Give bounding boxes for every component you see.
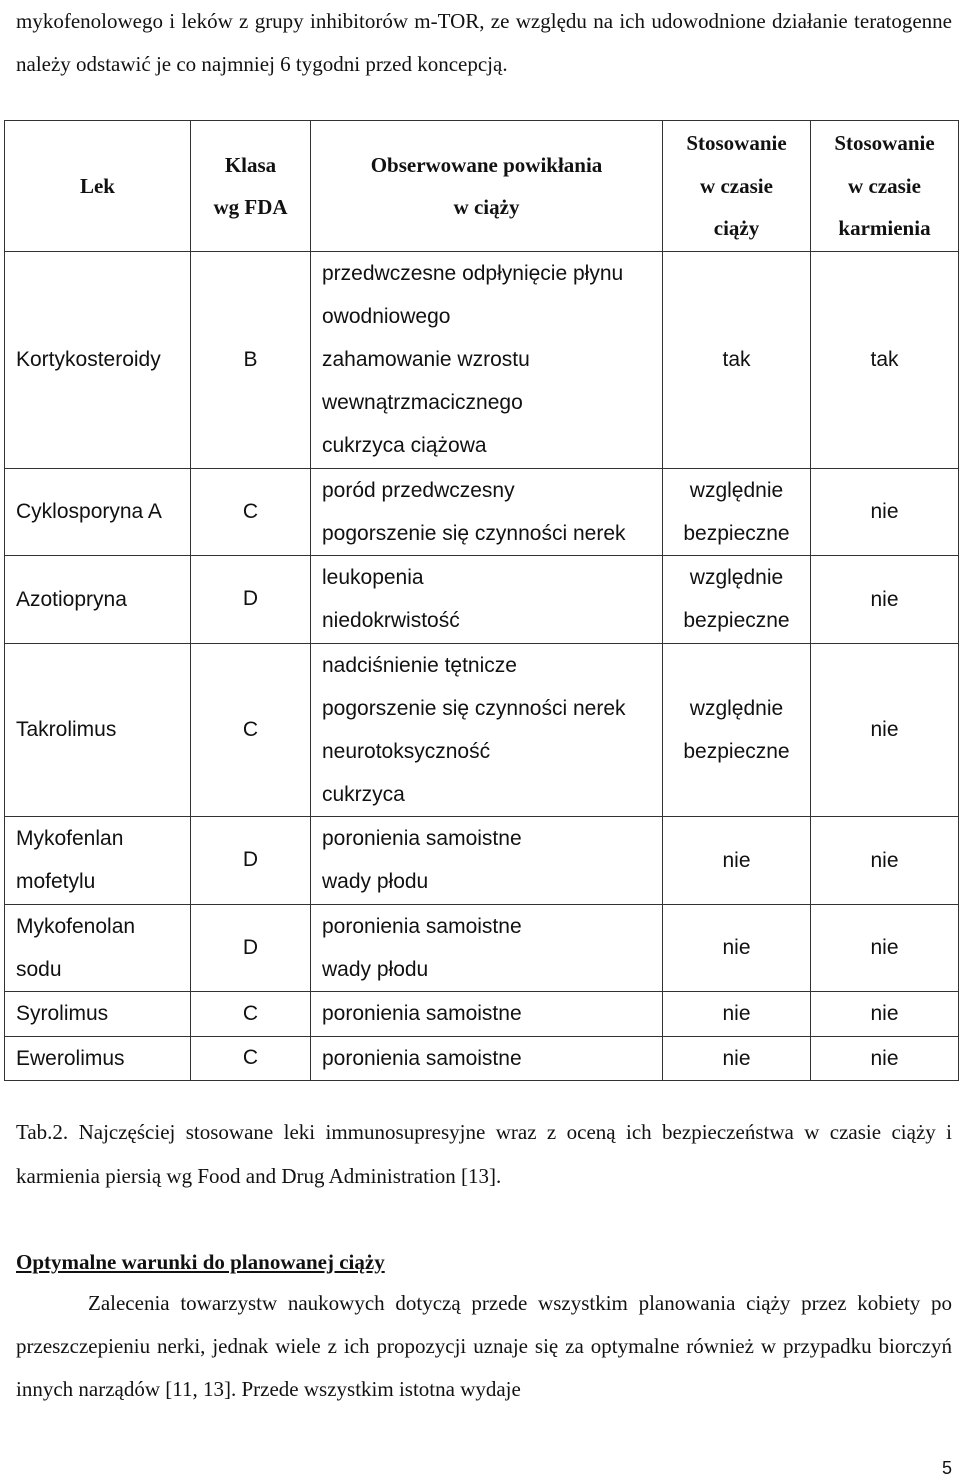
lactation-use-cell xyxy=(811,643,959,817)
class-cell-line: C xyxy=(242,1046,259,1070)
complications-cell xyxy=(311,817,663,905)
drug-cell-line: Ewerolimus xyxy=(16,1046,125,1070)
pregnancy-use-cell xyxy=(663,468,811,556)
complications-cell-line: przedwczesne odpłynięcie płynu xyxy=(322,262,624,286)
header-complications-line: w ciąży xyxy=(453,195,520,219)
intro-text: mykofenolowego i leków z grupy inhibitorów m-TOR, ze względu na ich udowodnione działanie teratogenne należy odstawić je co najmniej 6 tygodni przed koncepcją. xyxy=(16,9,952,76)
drug-cell-line: Cyklosporyna A xyxy=(16,500,162,524)
drug-cell-line: Takrolimus xyxy=(16,718,117,742)
header-pregnancy-line: w czasie xyxy=(700,173,773,198)
drug-cell-line: sodu xyxy=(16,957,62,981)
lactation-use-cell-line: nie xyxy=(870,1002,899,1026)
table-header-row xyxy=(5,121,959,252)
complications-cell-line: poród przedwczesny xyxy=(322,478,515,502)
complications-cell-line: leukopenia xyxy=(322,566,424,590)
drug-cell-line: Mykofenlan xyxy=(16,827,124,851)
lactation-use-cell-line: nie xyxy=(870,1046,899,1070)
header-lactation xyxy=(811,121,959,252)
lactation-use-cell-line: nie xyxy=(870,848,899,872)
header-class-line: wg FDA xyxy=(213,195,288,219)
header-lactation-line: karmienia xyxy=(838,216,931,241)
header-class xyxy=(191,121,311,252)
complications-cell xyxy=(311,468,663,556)
class-cell-line: B xyxy=(243,347,258,371)
header-complications-line: Obserwowane powikłania xyxy=(370,152,603,177)
pregnancy-use-cell-line: względnie xyxy=(689,696,784,720)
pregnancy-use-cell-line: względnie xyxy=(689,566,784,590)
drug-cell-line: Syrolimus xyxy=(16,1002,109,1026)
class-cell xyxy=(191,904,311,992)
drug-cell-line: Kortykosteroidy xyxy=(16,348,161,372)
drug-cell xyxy=(5,252,191,469)
lactation-use-cell xyxy=(811,556,959,644)
lactation-use-cell-line: nie xyxy=(870,587,899,611)
header-pregnancy xyxy=(663,121,811,252)
complications-cell-line: poronienia samoistne xyxy=(322,914,522,938)
pregnancy-use-cell-line: nie xyxy=(722,1046,751,1070)
table-row xyxy=(5,904,959,992)
complications-cell-line: niedokrwistość xyxy=(322,609,460,633)
complications-cell-line: wady płodu xyxy=(322,957,429,981)
table-row xyxy=(5,556,959,644)
class-cell xyxy=(191,252,311,469)
header-lactation-line: w czasie xyxy=(848,173,921,198)
lactation-use-cell-line: nie xyxy=(870,936,899,960)
complications-cell-line: cukrzyca ciążowa xyxy=(322,434,487,458)
lactation-use-cell xyxy=(811,904,959,992)
table-caption: Tab.2. Najczęściej stosowane leki immunosupresyjne wraz z oceną ich bezpieczeństwa w czasie ciąży i karmienia piersią wg Food and Drug Administration [13]. xyxy=(16,1120,952,1188)
class-cell xyxy=(191,817,311,905)
drug-cell xyxy=(5,556,191,644)
pregnancy-use-cell xyxy=(663,252,811,469)
lactation-use-cell xyxy=(811,1036,959,1081)
lactation-use-cell xyxy=(811,252,959,469)
pregnancy-use-cell-line: bezpieczne xyxy=(683,521,790,545)
class-cell-line: D xyxy=(242,587,259,611)
section-title: Optymalne warunki do planowanej ciąży xyxy=(16,1250,385,1274)
table-row xyxy=(5,252,959,469)
pregnancy-use-cell-line: bezpieczne xyxy=(683,609,790,633)
complications-cell xyxy=(311,643,663,817)
complications-cell xyxy=(311,1036,663,1081)
drug-cell-line: mofetylu xyxy=(16,870,96,894)
drug-cell xyxy=(5,643,191,817)
complications-cell-line: pogorszenie się czynności nerek xyxy=(322,696,626,720)
complications-cell-line: cukrzyca xyxy=(322,782,405,806)
drug-cell xyxy=(5,817,191,905)
table-row xyxy=(5,643,959,817)
drug-cell-line: Azotiopryna xyxy=(16,587,127,611)
class-cell-line: C xyxy=(242,499,259,523)
lactation-use-cell xyxy=(811,992,959,1037)
class-cell xyxy=(191,468,311,556)
header-complications xyxy=(311,121,663,252)
complications-cell-line: poronienia samoistne xyxy=(322,1046,522,1070)
class-cell-line: C xyxy=(242,1001,259,1025)
complications-cell-line: pogorszenie się czynności nerek xyxy=(322,521,626,545)
complications-cell xyxy=(311,904,663,992)
pregnancy-use-cell-line: nie xyxy=(722,1002,751,1026)
page-number: 5 xyxy=(941,1458,952,1478)
complications-cell xyxy=(311,992,663,1037)
class-cell-line: D xyxy=(242,848,259,872)
complications-cell-line: owodniowego xyxy=(322,305,451,329)
lactation-use-cell-line: nie xyxy=(870,718,899,742)
header-pregnancy-line: ciąży xyxy=(713,216,760,241)
header-drug-line: Lek xyxy=(79,173,115,198)
table-row xyxy=(5,992,959,1037)
drug-cell xyxy=(5,1036,191,1081)
pregnancy-use-cell xyxy=(663,1036,811,1081)
immunosuppressant-table xyxy=(4,120,959,1081)
pregnancy-use-cell-line: bezpieczne xyxy=(683,739,790,763)
header-lactation-line: Stosowanie xyxy=(834,131,935,156)
complications-cell-line: zahamowanie wzrostu xyxy=(322,348,530,372)
class-cell xyxy=(191,1036,311,1081)
complications-cell-line: poronienia samoistne xyxy=(322,1002,522,1026)
pregnancy-use-cell-line: nie xyxy=(722,936,751,960)
complications-cell-line: neurotoksyczność xyxy=(322,739,491,763)
drug-cell xyxy=(5,468,191,556)
body-paragraph xyxy=(16,1282,952,1411)
table-row xyxy=(5,468,959,556)
table-row xyxy=(5,817,959,905)
lactation-use-cell-line: nie xyxy=(870,500,899,524)
lactation-use-cell xyxy=(811,468,959,556)
pregnancy-use-cell xyxy=(663,992,811,1037)
drug-cell-line: Mykofenolan xyxy=(16,914,136,938)
complications-cell-line: poronienia samoistne xyxy=(322,827,522,851)
header-class-line: Klasa xyxy=(224,152,277,177)
intro-paragraph xyxy=(16,0,952,86)
header-pregnancy-line: Stosowanie xyxy=(686,131,787,156)
complications-cell-line: nadciśnienie tętnicze xyxy=(322,653,517,677)
table-body xyxy=(5,252,959,1081)
body-text: Zalecenia towarzystw naukowych dotyczą przede wszystkim planowania ciąży przez kobiety po przeszczepieniu nerki, jednak wiele z ich propozycji uznaje się za optymalne również w przypadku biorczyń innych narządów [11, 13]. Przede wszystkim istotna wydaje xyxy=(16,1291,952,1401)
lactation-use-cell xyxy=(811,817,959,905)
pregnancy-use-cell xyxy=(663,643,811,817)
class-cell xyxy=(191,556,311,644)
pregnancy-use-cell xyxy=(663,556,811,644)
pregnancy-use-cell-line: tak xyxy=(722,348,751,372)
pregnancy-use-cell xyxy=(663,817,811,905)
class-cell xyxy=(191,643,311,817)
complications-cell xyxy=(311,252,663,469)
complications-cell xyxy=(311,556,663,644)
complications-cell-line: wewnątrzmacicznego xyxy=(322,391,523,415)
class-cell xyxy=(191,992,311,1037)
class-cell-line: C xyxy=(242,717,259,741)
table-row xyxy=(5,1036,959,1081)
pregnancy-use-cell xyxy=(663,904,811,992)
drug-cell xyxy=(5,992,191,1037)
lactation-use-cell-line: tak xyxy=(870,348,899,372)
header-drug xyxy=(5,121,191,252)
complications-cell-line: wady płodu xyxy=(322,870,429,894)
pregnancy-use-cell-line: nie xyxy=(722,848,751,872)
class-cell-line: D xyxy=(242,935,259,959)
pregnancy-use-cell-line: względnie xyxy=(689,478,784,502)
drug-cell xyxy=(5,904,191,992)
